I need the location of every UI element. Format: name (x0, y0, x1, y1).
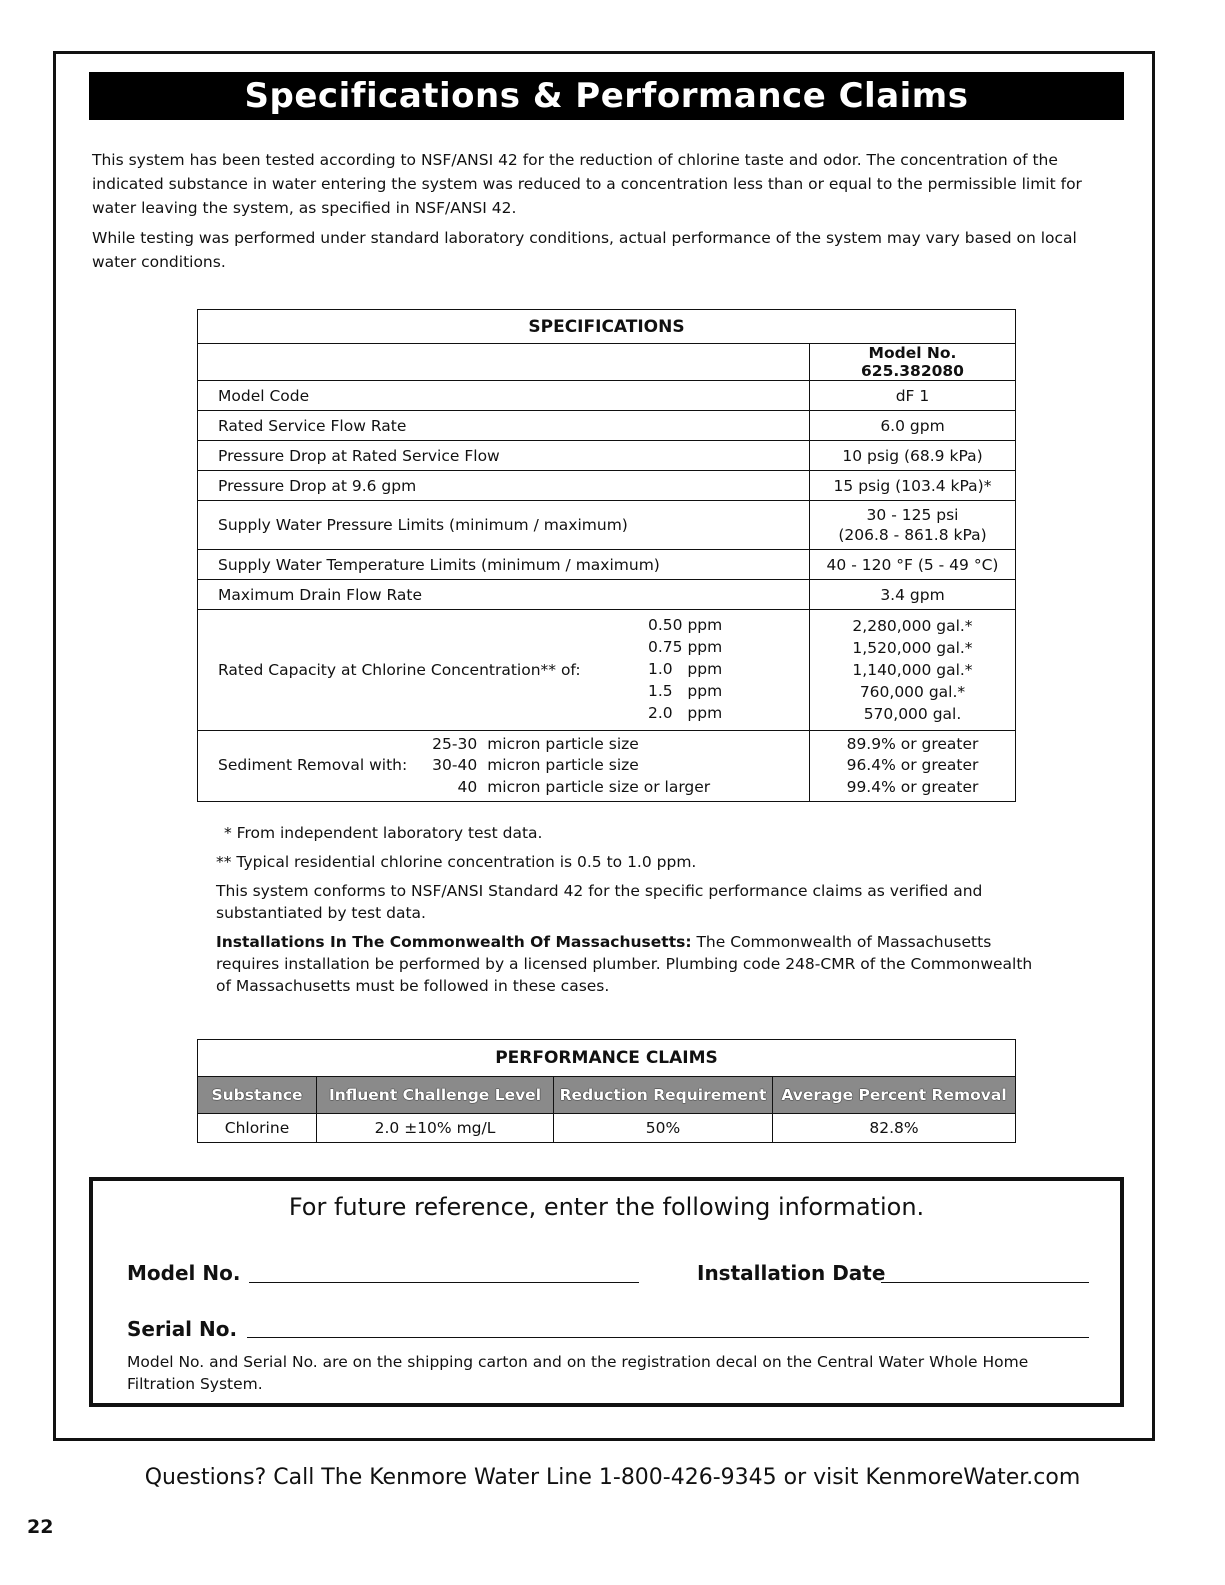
capacity-values (810, 610, 1016, 731)
massachusetts-heading: Installations In The Commonwealth Of Massachusetts: (216, 933, 692, 951)
column-header: Influent Challenge Level (317, 1077, 554, 1114)
notes (216, 822, 1036, 1004)
footnote-1: * From independent laboratory test data. (224, 824, 543, 842)
capacity-value: 570,000 gal. (863, 705, 962, 723)
concentration-value: 2.0 ppm (648, 704, 723, 722)
intro-paragraph-2: While testing was performed under standard laboratory conditions, actual performance of the system may vary based on local water conditions. (92, 229, 1077, 271)
page-title: Specifications & Performance Claims (89, 72, 1124, 120)
massachusetts-note (216, 931, 1036, 997)
massachusetts-text: The Commonwealth of Massachusetts requires installation be performed by a licensed plumber. Plumbing code 248-CMR of the Commonwealth of Massachusetts must be followed in these cases. (216, 933, 1033, 995)
spec-label: Supply Water Pressure Limits (minimum / maximum) (198, 501, 810, 550)
concentration-value: 0.50 ppm (648, 616, 723, 634)
table-row (198, 501, 1016, 550)
spec-header-empty (198, 344, 810, 381)
table-cell: 82.8% (773, 1114, 1016, 1143)
sediment-size: 40 (457, 777, 478, 796)
table-row (198, 610, 1016, 731)
sediment-values (810, 731, 1016, 802)
concentration-list (648, 614, 722, 724)
footnote-2: ** Typical residential chlorine concentration is 0.5 to 1.0 ppm. (216, 853, 697, 871)
model-number-field[interactable] (249, 1282, 639, 1283)
sediment-description: micron particle size (487, 756, 639, 775)
sediment-label: Sediment Removal with: (218, 756, 408, 775)
concentration-value: 1.5 ppm (648, 682, 723, 700)
capacity-value: 1,520,000 gal.* (852, 639, 973, 657)
footer-contact: Questions? Call The Kenmore Water Line 1-800-426-9345 or visit KenmoreWater.com (144, 1465, 1081, 1490)
performance-title: PERFORMANCE CLAIMS (198, 1040, 1016, 1077)
sediment-value: 89.9% or greater (846, 734, 979, 753)
model-number-header: Model No. 625.382080 (810, 344, 1016, 381)
capacity-label: Rated Capacity at Chlorine Concentration** of: (218, 661, 581, 679)
installation-date-field[interactable] (881, 1282, 1089, 1283)
reference-title: For future reference, enter the following information. (288, 1193, 925, 1221)
table-row (198, 1114, 1016, 1143)
spec-value: 6.0 gpm (810, 411, 1016, 441)
concentration-value: 1.0 ppm (648, 660, 723, 678)
spec-value: 15 psig (103.4 kPa)* (810, 471, 1016, 501)
spec-value: dF 1 (810, 381, 1016, 411)
spec-label: Maximum Drain Flow Rate (198, 580, 810, 610)
table-row (198, 731, 1016, 802)
specifications-table (197, 309, 1016, 802)
spec-value (810, 501, 1016, 550)
table-row (198, 550, 1016, 580)
performance-claims-table (197, 1039, 1016, 1143)
capacity-value: 1,140,000 gal.* (852, 661, 973, 679)
intro-text (92, 148, 1124, 280)
table-row (198, 411, 1016, 441)
spec-label: Rated Service Flow Rate (198, 411, 810, 441)
serial-number-field[interactable] (247, 1337, 1089, 1338)
specifications-title: SPECIFICATIONS (198, 310, 1016, 344)
table-row (198, 441, 1016, 471)
spec-label: Pressure Drop at 9.6 gpm (198, 471, 810, 501)
table-cell: Chlorine (198, 1114, 317, 1143)
capacity-value: 2,280,000 gal.* (852, 617, 973, 635)
spec-value: 10 psig (68.9 kPa) (810, 441, 1016, 471)
concentration-value: 0.75 ppm (648, 638, 723, 656)
sediment-cell (198, 731, 810, 802)
capacity-value: 760,000 gal.* (859, 683, 966, 701)
sediment-description: micron particle size (487, 734, 639, 753)
column-header: Reduction Requirement (554, 1077, 773, 1114)
spec-value: 40 - 120 °F (5 - 49 °C) (810, 550, 1016, 580)
column-header: Average Percent Removal (773, 1077, 1016, 1114)
sediment-size: 30-40 (432, 756, 478, 775)
reference-note: Model No. and Serial No. are on the shipping carton and on the registration decal on the Central Water Whole Home Filtration System. (127, 1353, 1029, 1393)
table-row (198, 381, 1016, 411)
spec-value-line: (206.8 - 861.8 kPa) (838, 526, 987, 544)
table-row (198, 580, 1016, 610)
model-number-label: Model No. (127, 1261, 241, 1285)
future-reference-box (89, 1177, 1124, 1407)
sediment-value: 96.4% or greater (846, 756, 979, 775)
table-cell: 2.0 ±10% mg/L (317, 1114, 554, 1143)
sediment-value: 99.4% or greater (846, 777, 979, 796)
table-cell: 50% (554, 1114, 773, 1143)
spec-label: Pressure Drop at Rated Service Flow (198, 441, 810, 471)
sediment-description: micron particle size or larger (487, 777, 711, 796)
spec-label: Supply Water Temperature Limits (minimum / maximum) (198, 550, 810, 580)
spec-value-line: 30 - 125 psi (866, 506, 959, 524)
table-row (198, 471, 1016, 501)
conformance-note: This system conforms to NSF/ANSI Standard 42 for the specific performance claims as verified and substantiated by test data. (216, 882, 983, 922)
sediment-size: 25-30 (432, 734, 478, 753)
intro-paragraph-1: This system has been tested according to NSF/ANSI 42 for the reduction of chlorine taste and odor. The concentration of the indicated substance in water entering the system was reduced to a concentration less than or equal to the permissible limit for water leaving the system, as specified in NSF/ANSI 42. (92, 151, 1082, 217)
page-number: 22 (27, 1516, 54, 1538)
serial-number-label: Serial No. (127, 1317, 238, 1341)
spec-label: Model Code (198, 381, 810, 411)
spec-value: 3.4 gpm (810, 580, 1016, 610)
column-header: Substance (198, 1077, 317, 1114)
installation-date-label: Installation Date (697, 1261, 886, 1285)
